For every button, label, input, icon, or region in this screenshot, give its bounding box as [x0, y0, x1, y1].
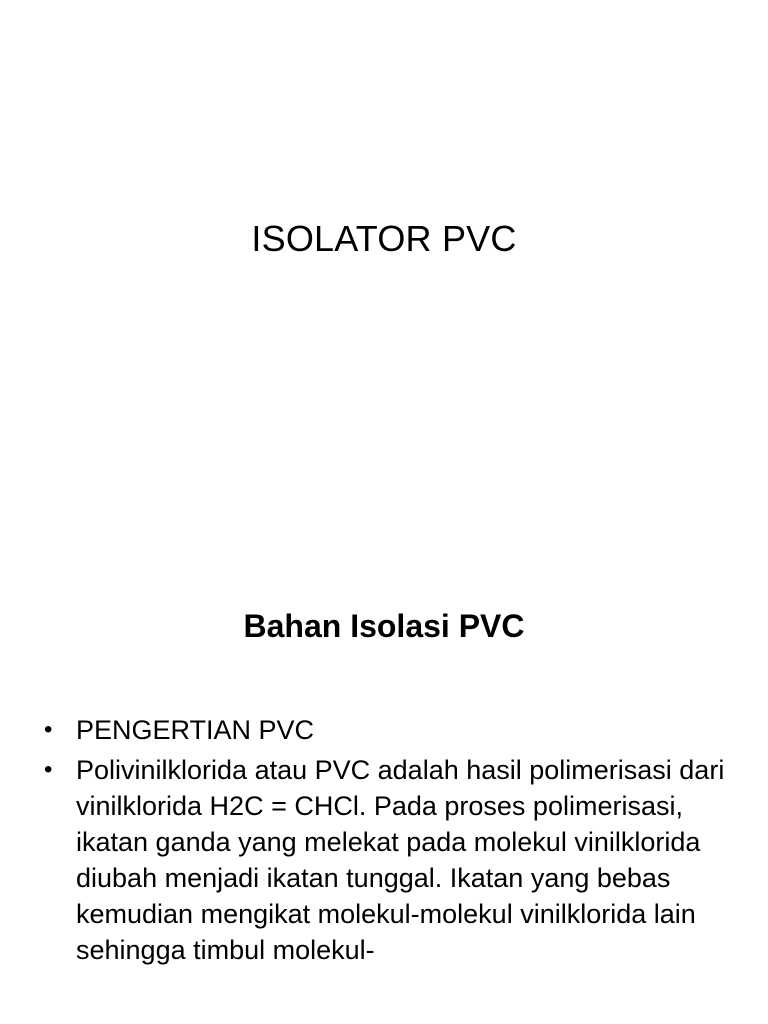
bullet-text: PENGERTIAN PVC: [76, 715, 315, 745]
bullet-list: [44, 712, 734, 972]
bullet-text: Polivinilklorida atau PVC adalah hasil polimerisasi dari vinilklorida H2C = CHCl. Pada proses polimerisasi, ikatan ganda yang melekat pada molekul vinilklorida diubah menjadi ikatan tunggal. Ikatan yang bebas kemudian mengikat molekul-molekul vinilklorida lain sehingga timbul molekul-: [76, 755, 725, 965]
content-heading: Bahan Isolasi PVC: [243, 608, 525, 644]
bullet-dot-icon: •: [44, 716, 53, 743]
slide-content: [0, 512, 768, 1024]
bullet-item-definition-body: [44, 752, 734, 968]
slide-title-heading: ISOLATOR PVC: [251, 218, 517, 259]
bullet-dot-icon: •: [44, 756, 53, 783]
bullet-item-definition-heading: [44, 712, 734, 748]
